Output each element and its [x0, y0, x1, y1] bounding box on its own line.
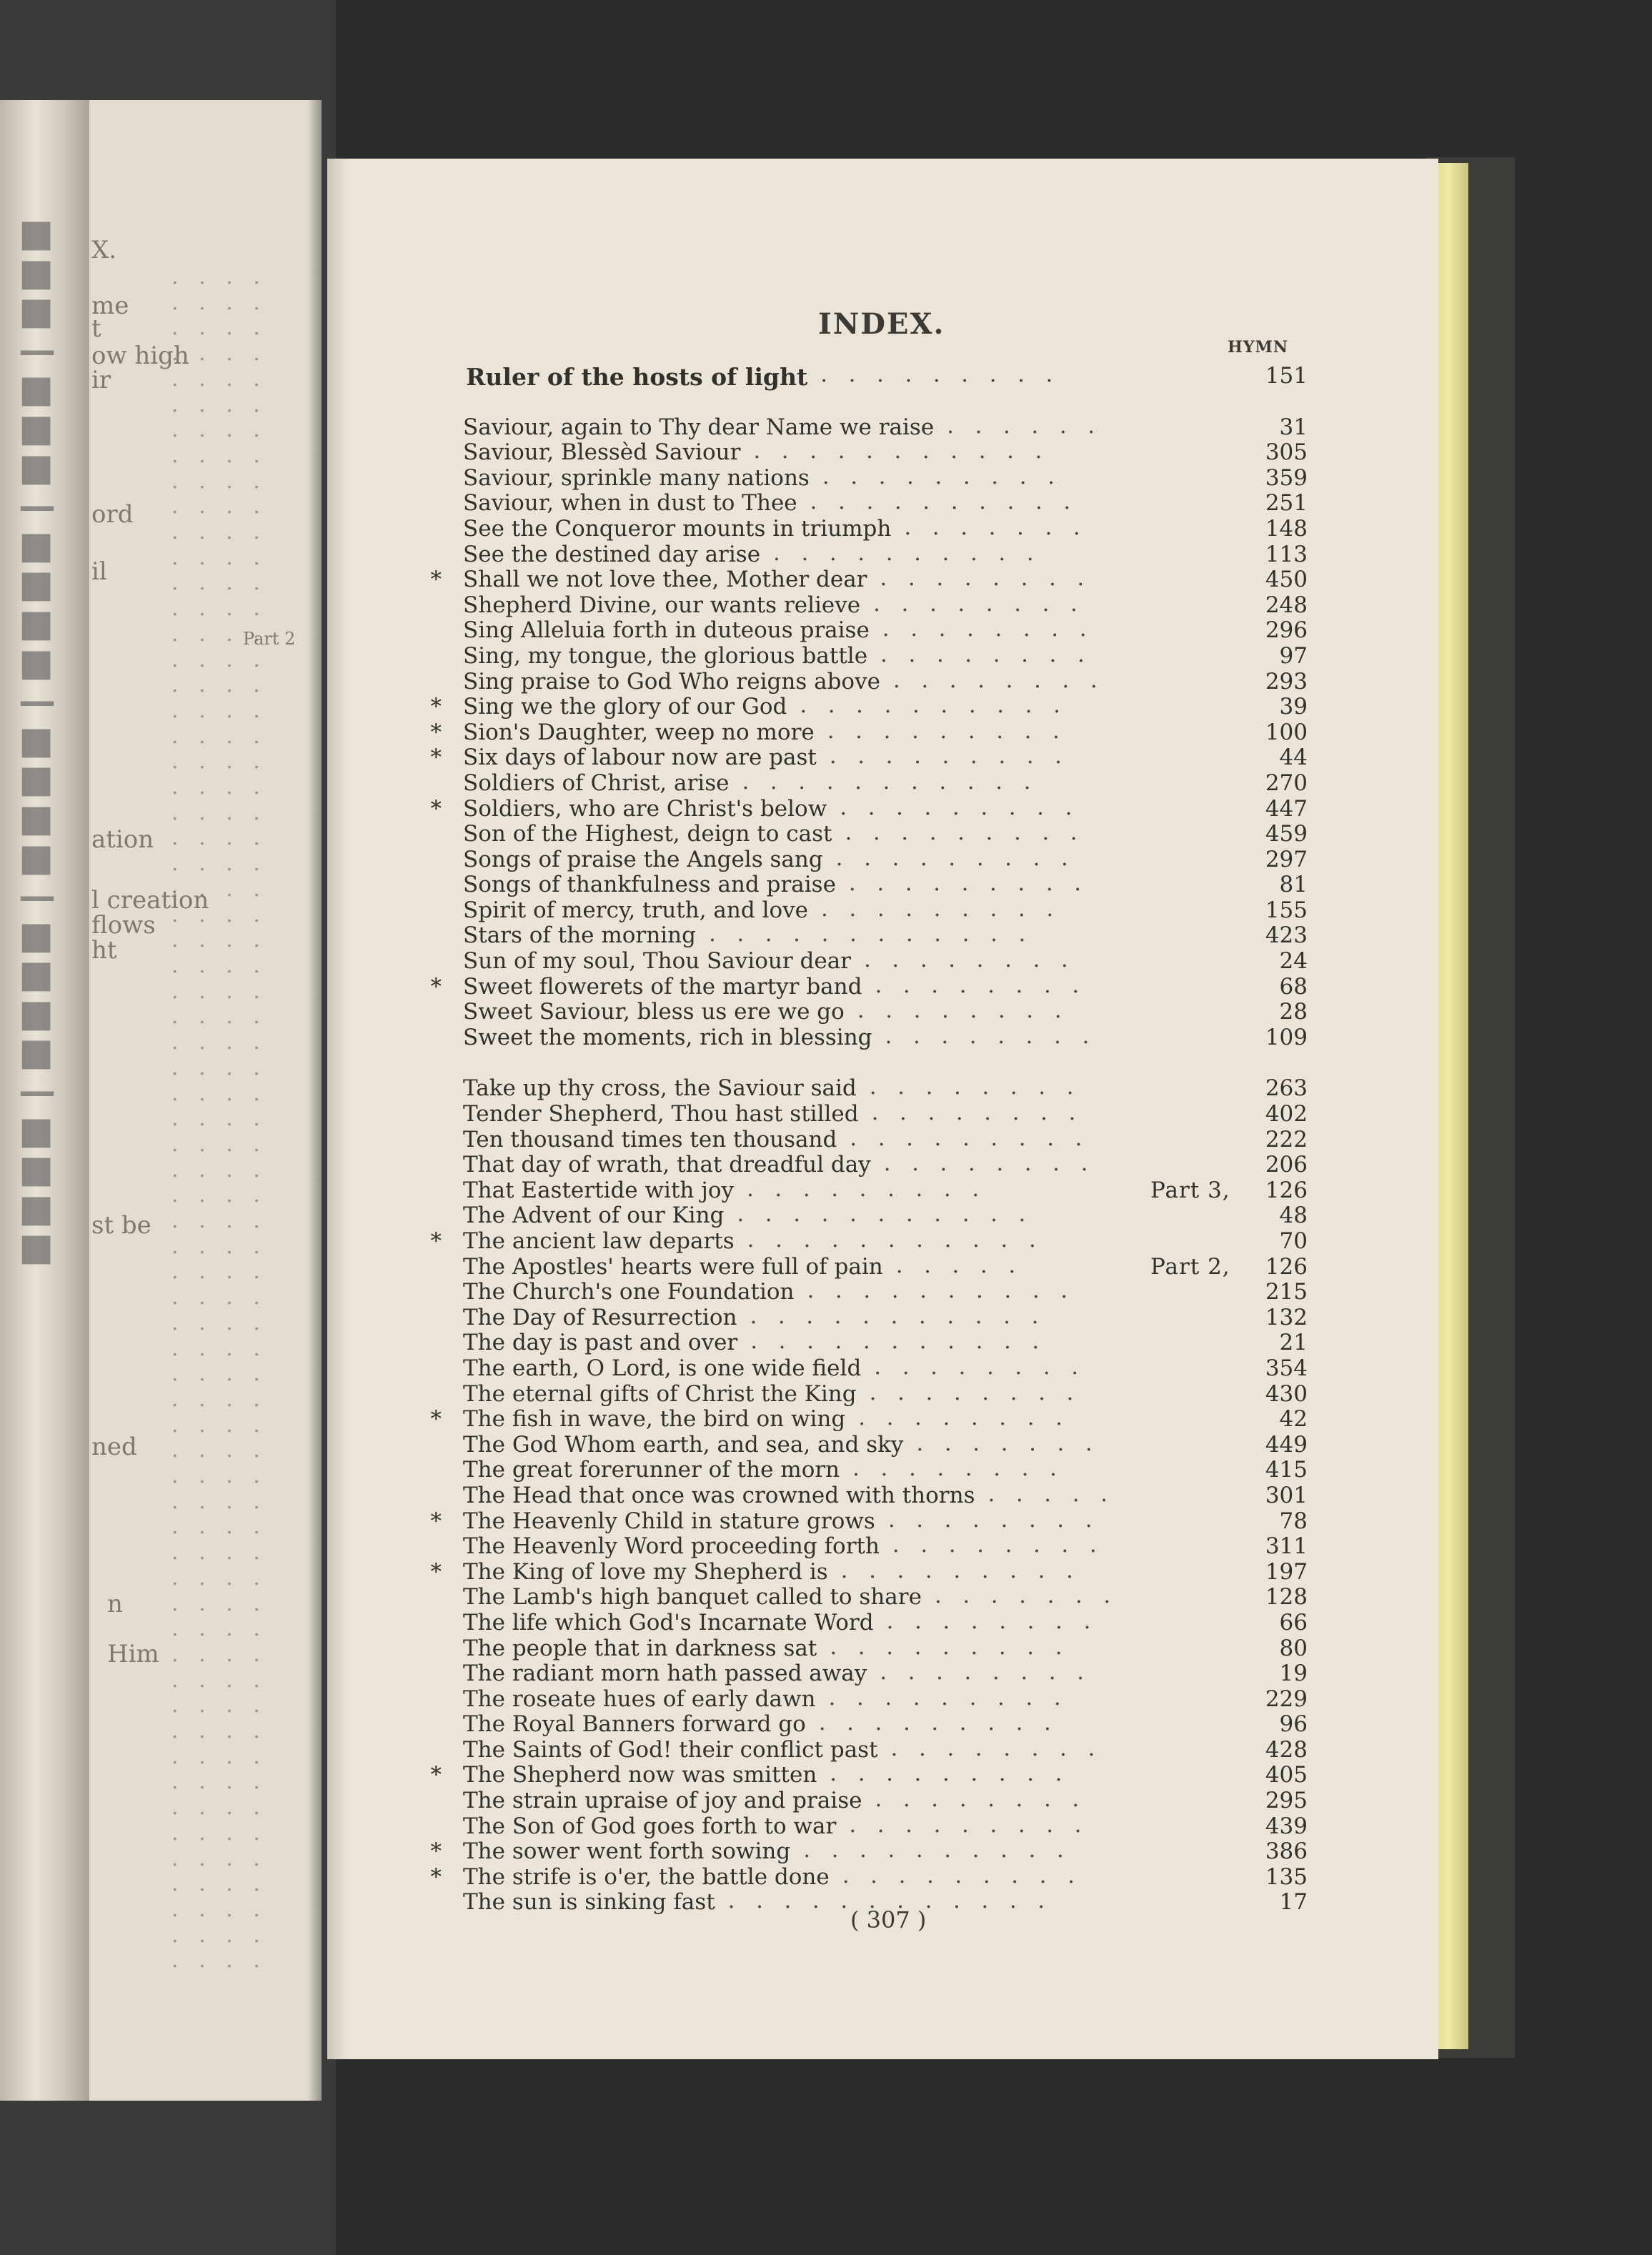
- hymn-number: 197: [1265, 1558, 1308, 1585]
- left-fragment: ord: [91, 500, 134, 529]
- left-fragment: n: [107, 1590, 123, 1618]
- leader-dots: . . . . . . . .: [882, 616, 1087, 642]
- index-entry: [443, 516, 1315, 542]
- hymn-number: 301: [1265, 1482, 1308, 1508]
- leader-dots: . . . . . . . . .: [835, 845, 1068, 871]
- hymn-number: 28: [1279, 999, 1308, 1025]
- hymn-number: 151: [1265, 363, 1308, 389]
- new-hymn-asterisk: *: [430, 694, 442, 720]
- entry-first-line: The radiant morn hath passed away: [463, 1661, 867, 1687]
- leader-dots: . . . . . . . . . . . .: [708, 921, 1026, 947]
- leader-dots: . . . . . . . .: [852, 1455, 1057, 1482]
- entry-first-line: The King of love my Shepherd is: [463, 1558, 828, 1585]
- index-entry: [443, 948, 1315, 974]
- left-fragment: flows: [91, 911, 156, 940]
- index-entry: [443, 1610, 1315, 1636]
- entry-first-line: The sun is sinking fast: [463, 1889, 715, 1916]
- leader-dots: . . . . . . . .: [880, 565, 1085, 592]
- hymn-number: 135: [1265, 1863, 1308, 1890]
- leader-dots: . . . . . . . . . . .: [750, 1328, 1040, 1355]
- entry-first-line: The life which God's Incarnate Word: [463, 1609, 874, 1636]
- index-entry: [443, 821, 1315, 847]
- leader-dots: . . . . . . . . .: [820, 362, 1053, 387]
- leader-dots: . . . . . . . .: [869, 1379, 1074, 1405]
- index-entry: [443, 1533, 1315, 1559]
- hymn-number: 132: [1265, 1304, 1308, 1330]
- hymn-number: 447: [1265, 795, 1308, 822]
- hymn-number: 31: [1279, 414, 1308, 440]
- gutter-blur: ■ ■ ■ — ■ ■ ■ — ■ ■ ■ ■ — ■ ■ ■ ■ — ■ ■ ■ ■ — ■ ■ ■ ■: [19, 212, 56, 1270]
- entry-first-line: Sweet Saviour, bless us ere we go: [463, 999, 845, 1025]
- index-entries: [430, 362, 1315, 1916]
- index-entry: [443, 1711, 1315, 1737]
- index-entry: [430, 1405, 1315, 1433]
- page-inner-shadow: [327, 159, 349, 2059]
- entry-first-line: Songs of praise the Angels sang: [463, 846, 823, 872]
- left-fragment: Part 2: [243, 629, 296, 649]
- new-hymn-asterisk: *: [430, 1762, 442, 1788]
- index-entry: [443, 1788, 1315, 1813]
- left-fragment: ht: [91, 936, 117, 965]
- index-entry: [430, 1557, 1315, 1585]
- page-title: INDEX.: [818, 307, 945, 341]
- leader-dots: . . . . . . . .: [887, 1506, 1093, 1533]
- leader-dots: . . . . . .: [947, 412, 1095, 439]
- hymn-number: 297: [1265, 846, 1308, 872]
- index-entry: [430, 717, 1315, 745]
- left-leader-dots: . . . . . . . . . . . . . . . . . . . . . . . . . . . . . . . . . . . . . . . . . . . . . . . . . . . . . . . . . . . . . . . . . . . . . . . . . . . . . . . . . . . . . . . . . . . . . . . . . . . . . . . . . . . . . . . . . . . . . . . . . . . . . . . . . . . . . . . . . . . . . . . . . . . . . . . . . . . . . . . . . . . . . . . . . . . . . . . . . . . . . . . . . . . . . . . . . . . . . . . . . . . . . . . . . . . . . . . . . . . . . . . . . . . . . . . . . . . . . . . . . . . . . . . . . . . . . . . . . . . . . . . . . . . .: [171, 264, 260, 1973]
- leader-dots: . . . . . . . .: [880, 1659, 1085, 1686]
- hymn-number: 270: [1265, 770, 1308, 796]
- hymn-number: 19: [1279, 1661, 1308, 1687]
- leader-dots: . . . . . . . . . .: [773, 539, 1034, 566]
- entry-first-line: See the destined day arise: [463, 541, 761, 567]
- entry-first-line: Sing Alleluia forth in duteous praise: [463, 617, 870, 644]
- entry-first-line: The God Whom earth, and sea, and sky: [463, 1431, 904, 1458]
- entry-first-line: The people that in darkness sat: [463, 1635, 817, 1661]
- entry-first-line: That day of wrath, that dreadful day: [463, 1152, 871, 1178]
- hymn-number: 295: [1265, 1788, 1308, 1814]
- entry-first-line: The sower went forth sowing: [463, 1838, 791, 1865]
- leader-dots: . . . . . . . .: [858, 1405, 1063, 1431]
- leader-dots: . . . . . . . .: [880, 641, 1085, 667]
- leader-dots: . . . . . . . . .: [747, 1175, 980, 1202]
- left-fragment: ned: [91, 1433, 137, 1461]
- new-hymn-asterisk: *: [430, 1406, 442, 1433]
- entry-first-line: Shall we not love thee, Mother dear: [463, 567, 867, 593]
- index-entry: [430, 794, 1315, 822]
- leader-dots: . . . . . . . . . .: [803, 1837, 1064, 1863]
- leader-dots: . . . . . . . . .: [840, 794, 1073, 820]
- entry-first-line: The Advent of our King: [463, 1203, 725, 1229]
- entry-first-line: Soldiers of Christ, arise: [463, 770, 730, 796]
- hymn-number: 229: [1265, 1686, 1308, 1712]
- hymn-number: 386: [1265, 1838, 1308, 1865]
- hymn-number: 39: [1279, 694, 1308, 720]
- index-entry: [443, 363, 1315, 389]
- hymn-number: 359: [1265, 464, 1308, 491]
- new-hymn-asterisk: *: [430, 1838, 442, 1865]
- hymn-number: 68: [1279, 973, 1308, 1000]
- index-entry: [430, 1862, 1315, 1890]
- leader-dots: . . . . . . . . .: [818, 1710, 1051, 1736]
- leader-dots: . . . . . . . . .: [827, 717, 1060, 744]
- hymn-column-header: HYMN: [1228, 338, 1288, 357]
- index-entry: [443, 1584, 1315, 1610]
- left-fragment: ir: [91, 366, 111, 394]
- index-entry: [443, 414, 1315, 440]
- leader-dots: . . . . . . . .: [874, 1353, 1079, 1380]
- index-entry: [430, 1227, 1315, 1254]
- new-hymn-asterisk: *: [430, 1863, 442, 1890]
- leader-dots: . . . . . . . . . . . .: [727, 1888, 1045, 1914]
- index-entry: [430, 972, 1315, 1000]
- entry-first-line: The Church's one Foundation: [463, 1279, 795, 1305]
- entry-first-line: Sing praise to God Who reigns above: [463, 668, 880, 695]
- leader-dots: . . . . . . . .: [871, 1100, 1076, 1126]
- entry-first-line: Saviour, Blessèd Saviour: [463, 439, 741, 466]
- hymn-number: 423: [1265, 922, 1308, 949]
- entry-first-line: The day is past and over: [463, 1330, 738, 1356]
- hymn-number: 109: [1265, 1024, 1308, 1050]
- leader-dots: . . . . . . . . .: [830, 1761, 1063, 1787]
- entry-first-line: The Day of Resurrection: [463, 1304, 737, 1330]
- hymn-number: 21: [1279, 1330, 1308, 1356]
- index-entry: [443, 1432, 1315, 1458]
- index-entry: [443, 669, 1315, 695]
- index-entry: [443, 1175, 1315, 1203]
- hymn-number: 248: [1265, 592, 1308, 618]
- left-fragment: t: [91, 314, 101, 343]
- leader-dots: . . . . . . . . .: [840, 1557, 1073, 1583]
- left-fragment: st be: [91, 1211, 151, 1240]
- index-entry: [443, 1203, 1315, 1228]
- entry-first-line: Sweet the moments, rich in blessing: [463, 1024, 872, 1050]
- hymn-number: 405: [1265, 1762, 1308, 1788]
- page-number: ( 307 ): [850, 1906, 927, 1933]
- index-entry: [443, 1022, 1315, 1050]
- leader-dots: . . . . . . . . . .: [807, 1278, 1068, 1304]
- page-shadow: [307, 100, 322, 2101]
- index-entry: [430, 1506, 1315, 1534]
- new-hymn-asterisk: *: [430, 795, 442, 822]
- left-fragment: X.: [91, 236, 117, 264]
- entry-first-line: The Head that once was crowned with thorns: [463, 1482, 975, 1508]
- entry-first-line: The Shepherd now was smitten: [463, 1762, 817, 1788]
- leader-dots: . . . . . . . .: [892, 1532, 1097, 1558]
- leader-dots: . . . . . . .: [934, 1583, 1111, 1609]
- left-fragment: Him: [107, 1640, 159, 1668]
- leader-dots: . . . . . . .: [916, 1430, 1093, 1456]
- hymn-number: 439: [1265, 1813, 1308, 1839]
- hymn-number: 17: [1279, 1889, 1308, 1916]
- leader-dots: . . . . . . . .: [869, 1074, 1074, 1100]
- hymn-number: 430: [1265, 1380, 1308, 1407]
- entry-first-line: The Saints of God! their conflict past: [463, 1736, 878, 1763]
- entry-first-line: Six days of labour now are past: [463, 745, 817, 771]
- hymn-number: 81: [1279, 872, 1308, 898]
- entry-first-line: Tender Shepherd, Thou hast stilled: [463, 1101, 859, 1128]
- hymn-number: 449: [1265, 1431, 1308, 1458]
- index-entry: [443, 1355, 1315, 1381]
- leader-dots: . . . . . . . .: [875, 972, 1080, 998]
- entry-first-line: Soldiers, who are Christ's below: [463, 795, 827, 822]
- index-entry: [443, 897, 1315, 923]
- leader-dots: . . . . .: [987, 1480, 1108, 1507]
- hymn-number: 24: [1279, 948, 1308, 975]
- index-entry: [443, 1101, 1315, 1127]
- leader-dots: . . . . . . . . . .: [810, 489, 1071, 515]
- entry-first-line: Sing we the glory of our God: [463, 694, 787, 720]
- leader-dots: . . . . .: [895, 1252, 1016, 1278]
- leader-dots: . . . . . . . . .: [828, 1684, 1061, 1711]
- hymn-number: 70: [1279, 1228, 1308, 1254]
- hymn-number: 293: [1265, 668, 1308, 695]
- hymn-number: 206: [1265, 1152, 1308, 1178]
- entry-first-line: The Lamb's high banquet called to share: [463, 1584, 922, 1611]
- hymn-number: 42: [1279, 1406, 1308, 1433]
- hymn-number: 44: [1279, 745, 1308, 771]
- index-entry: [443, 1330, 1315, 1355]
- leader-dots: . . . . . . . . .: [821, 895, 1054, 922]
- hymn-number: 78: [1279, 1508, 1308, 1534]
- index-entry: [443, 1813, 1315, 1839]
- leader-dots: . . . . . . . . .: [845, 820, 1078, 846]
- entry-first-line: Saviour, again to Thy dear Name we raise: [463, 414, 935, 440]
- leader-dots: . . . . . . . . .: [850, 1125, 1083, 1151]
- index-entry: [443, 1480, 1315, 1508]
- hymn-number: 66: [1279, 1609, 1308, 1636]
- hymn-number: 222: [1265, 1126, 1308, 1153]
- entry-first-line: Ruler of the hosts of light: [466, 363, 808, 391]
- leader-dots: . . . . . . . . . . .: [750, 1303, 1039, 1329]
- leader-dots: . . . . . . . .: [890, 1735, 1095, 1761]
- index-entry: [430, 1761, 1315, 1788]
- entry-first-line: Shepherd Divine, our wants relieve: [463, 592, 861, 618]
- hymn-number: 305: [1265, 439, 1308, 466]
- entry-first-line: The strife is o'er, the battle done: [463, 1863, 830, 1890]
- leader-dots: . . . . . . . .: [883, 1150, 1088, 1177]
- new-hymn-asterisk: *: [430, 973, 442, 1000]
- hymn-number: 128: [1265, 1584, 1308, 1611]
- entry-first-line: The earth, O Lord, is one wide field: [463, 1355, 862, 1381]
- index-entry: [443, 1152, 1315, 1178]
- leader-dots: . . . . . . . . . . .: [753, 438, 1043, 464]
- leader-dots: . . . . . . . . .: [848, 870, 1082, 897]
- entry-first-line: The Apostles' hearts were full of pain: [463, 1253, 883, 1280]
- entry-first-line: Saviour, sprinkle many nations: [463, 464, 810, 491]
- entry-first-line: That Eastertide with joy: [463, 1177, 735, 1203]
- new-hymn-asterisk: *: [430, 745, 442, 771]
- entry-first-line: Son of the Highest, deign to cast: [463, 821, 832, 847]
- index-entry: [443, 490, 1315, 516]
- index-entry: [443, 1305, 1315, 1330]
- new-hymn-asterisk: *: [430, 1508, 442, 1534]
- index-entry: [443, 1279, 1315, 1305]
- hymn-number: 100: [1265, 719, 1308, 745]
- hymn-number: 113: [1265, 541, 1308, 567]
- index-entry: [443, 1127, 1315, 1153]
- entry-first-line: The Royal Banners forward go: [463, 1711, 806, 1738]
- entry-first-line: Spirit of mercy, truth, and love: [463, 897, 809, 923]
- entry-first-line: The Heavenly Word proceeding forth: [463, 1533, 880, 1560]
- new-hymn-asterisk: *: [430, 1228, 442, 1254]
- previous-page: [0, 100, 322, 2101]
- hymn-number: 459: [1265, 821, 1308, 847]
- hymn-number: 428: [1265, 1736, 1308, 1763]
- index-entry: [443, 1661, 1315, 1686]
- hymn-number: 415: [1265, 1457, 1308, 1483]
- leader-dots: . . . . . . . . . . .: [747, 1227, 1036, 1253]
- leader-dots: . . . . . . . . . . .: [737, 1201, 1026, 1228]
- index-entry: [443, 1381, 1315, 1407]
- entry-first-line: Sweet flowerets of the martyr band: [463, 973, 862, 1000]
- leader-dots: . . . . . . . . . .: [800, 692, 1060, 719]
- index-entry: [443, 1254, 1315, 1280]
- leader-dots: . . . . . . . . .: [849, 1811, 1082, 1838]
- leader-dots: . . . . . . . .: [857, 997, 1062, 1024]
- hymn-number: 215: [1265, 1279, 1308, 1305]
- entry-first-line: The great forerunner of the morn: [463, 1457, 840, 1483]
- entry-first-line: The roseate hues of early dawn: [463, 1686, 816, 1712]
- entry-first-line: Saviour, when in dust to Thee: [463, 490, 797, 517]
- entry-first-line: The fish in wave, the bird on wing: [463, 1406, 846, 1433]
- entry-first-line: Stars of the morning: [463, 922, 696, 949]
- hymn-number: 450: [1265, 567, 1308, 593]
- hymn-number: 155: [1265, 897, 1308, 923]
- entry-first-line: See the Conqueror mounts in triumph: [463, 515, 892, 542]
- index-entry: [443, 465, 1315, 491]
- index-entry: [430, 1837, 1315, 1865]
- hymn-number: 263: [1265, 1075, 1308, 1102]
- index-entry: [443, 1633, 1315, 1661]
- entry-first-line: The eternal gifts of Christ the King: [463, 1380, 857, 1407]
- entry-first-line: Sion's Daughter, weep no more: [463, 719, 815, 745]
- hymn-number: 148: [1265, 515, 1308, 542]
- index-entry: [443, 617, 1315, 643]
- entry-part-label: Part 3,: [1150, 1177, 1230, 1203]
- leader-dots: . . . . . . . . .: [829, 743, 1063, 770]
- index-entry: [443, 872, 1315, 897]
- hymn-number: 48: [1279, 1203, 1308, 1229]
- leader-dots: . . . . . . . .: [875, 1786, 1080, 1813]
- hymn-number: 311: [1265, 1533, 1308, 1560]
- index-entry: [443, 999, 1315, 1025]
- left-fragment: ation: [91, 825, 154, 854]
- entry-first-line: Take up thy cross, the Saviour said: [463, 1075, 857, 1102]
- new-hymn-asterisk: *: [430, 567, 442, 593]
- leader-dots: . . . . . . . . .: [830, 1633, 1063, 1660]
- index-entry: [443, 847, 1315, 872]
- entry-first-line: The strain upraise of joy and praise: [463, 1788, 862, 1814]
- leader-dots: . . . . . . . . .: [842, 1862, 1075, 1888]
- left-fragment: il: [91, 557, 107, 586]
- index-entry: [443, 770, 1315, 796]
- index-entry: [443, 643, 1315, 669]
- leader-dots: . . . . . . . .: [863, 947, 1068, 973]
- new-hymn-asterisk: *: [430, 719, 442, 745]
- index-entry: [443, 1457, 1315, 1483]
- leader-dots: . . . . . . .: [904, 514, 1080, 540]
- hymn-number: 80: [1279, 1635, 1308, 1661]
- leader-dots: . . . . . . . .: [892, 667, 1098, 693]
- index-entry: [430, 743, 1315, 771]
- leader-dots: . . . . . . . .: [873, 590, 1078, 617]
- hymn-number: 126: [1265, 1177, 1308, 1203]
- hymn-number: 96: [1279, 1711, 1308, 1738]
- entry-first-line: Songs of thankfulness and praise: [463, 872, 836, 898]
- leader-dots: . . . . . . . . . . .: [742, 768, 1031, 795]
- left-fragment: ow high: [91, 342, 189, 370]
- hymn-number: 296: [1265, 617, 1308, 644]
- left-fragment: me: [91, 292, 129, 320]
- entry-part-label: Part 2,: [1150, 1253, 1230, 1280]
- hymn-number: 402: [1265, 1101, 1308, 1128]
- leader-dots: . . . . . . . .: [885, 1022, 1090, 1049]
- entry-first-line: Ten thousand times ten thousand: [463, 1126, 837, 1153]
- hymn-number: 126: [1265, 1253, 1308, 1280]
- index-entry: [443, 539, 1315, 567]
- entry-first-line: The Son of God goes forth to war: [463, 1813, 837, 1839]
- index-entry: [443, 922, 1315, 948]
- entry-first-line: The ancient law departs: [463, 1228, 735, 1254]
- index-entry: [443, 1686, 1315, 1712]
- index-entry: [443, 439, 1315, 465]
- leader-dots: . . . . . . . . .: [822, 463, 1055, 489]
- entry-first-line: The Heavenly Child in stature grows: [463, 1508, 875, 1534]
- left-fragment: l creation: [91, 886, 209, 915]
- index-entry: [443, 592, 1315, 618]
- index-entry: [430, 692, 1315, 720]
- hymn-number: 251: [1265, 490, 1308, 517]
- new-hymn-asterisk: *: [430, 1558, 442, 1585]
- hymn-number: 354: [1265, 1355, 1308, 1381]
- entry-first-line: Sing, my tongue, the glorious battle: [463, 642, 868, 669]
- index-entry: [430, 565, 1315, 593]
- index-entry: [443, 1075, 1315, 1101]
- entry-first-line: Sun of my soul, Thou Saviour dear: [463, 948, 851, 975]
- leader-dots: . . . . . . . .: [886, 1608, 1091, 1634]
- hymn-number: 97: [1279, 642, 1308, 669]
- index-entry: [443, 1737, 1315, 1763]
